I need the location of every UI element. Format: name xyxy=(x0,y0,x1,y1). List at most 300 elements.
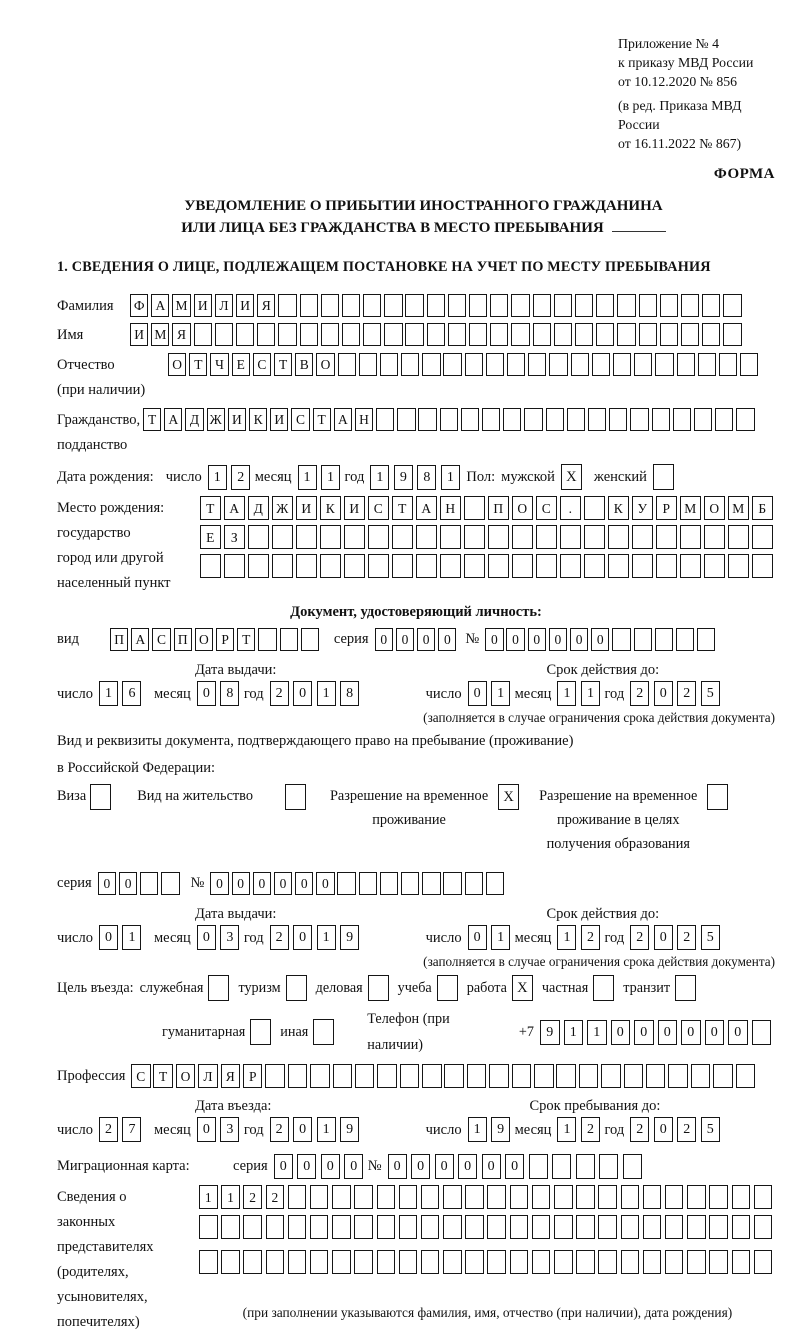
char-box[interactable]: О xyxy=(704,496,725,520)
char-box[interactable] xyxy=(694,408,712,431)
char-box[interactable]: К xyxy=(249,408,267,431)
char-box[interactable]: 0 xyxy=(728,1020,748,1045)
char-box[interactable]: К xyxy=(608,496,629,520)
char-box[interactable] xyxy=(377,1185,396,1209)
char-box[interactable]: О xyxy=(316,353,334,376)
char-box[interactable] xyxy=(621,1185,640,1209)
char-box[interactable]: С xyxy=(368,496,389,520)
char-box[interactable] xyxy=(288,1215,307,1239)
char-box[interactable]: Ф xyxy=(130,294,148,317)
char-box[interactable]: Я xyxy=(172,323,190,346)
char-box[interactable] xyxy=(443,1185,462,1209)
char-box[interactable] xyxy=(401,872,419,895)
char-box[interactable] xyxy=(524,408,542,431)
char-box[interactable]: Т xyxy=(189,353,207,376)
char-box[interactable] xyxy=(444,1064,464,1088)
char-box[interactable] xyxy=(687,1215,706,1239)
char-box[interactable] xyxy=(732,1250,751,1274)
char-box[interactable] xyxy=(687,1185,706,1209)
char-box[interactable]: 0 xyxy=(654,681,673,706)
purpose-other-checkbox[interactable] xyxy=(313,1019,334,1045)
char-box[interactable]: Т xyxy=(143,408,161,431)
char-box[interactable]: 0 xyxy=(417,628,435,651)
char-box[interactable] xyxy=(355,1064,375,1088)
char-box[interactable] xyxy=(399,1215,418,1239)
char-box[interactable] xyxy=(488,554,509,578)
char-box[interactable]: 7 xyxy=(122,1117,141,1142)
char-box[interactable]: С xyxy=(131,1064,151,1088)
char-box[interactable]: 9 xyxy=(394,465,413,490)
char-box[interactable]: Л xyxy=(215,294,233,317)
char-box[interactable]: И xyxy=(296,496,317,520)
char-box[interactable] xyxy=(440,408,458,431)
char-box[interactable] xyxy=(576,1154,595,1179)
char-box[interactable]: 9 xyxy=(340,1117,359,1142)
char-box[interactable]: 1 xyxy=(298,465,317,490)
char-box[interactable]: 0 xyxy=(438,628,456,651)
char-box[interactable] xyxy=(632,554,653,578)
char-box[interactable] xyxy=(421,1215,440,1239)
purpose-work-checkbox[interactable]: X xyxy=(512,975,533,1001)
char-box[interactable] xyxy=(258,628,276,651)
char-box[interactable] xyxy=(440,525,461,549)
char-box[interactable]: 2 xyxy=(99,1117,118,1142)
char-box[interactable] xyxy=(630,408,648,431)
char-box[interactable] xyxy=(512,1064,532,1088)
char-box[interactable] xyxy=(691,1064,711,1088)
char-box[interactable]: 0 xyxy=(528,628,546,651)
char-box[interactable]: И xyxy=(270,408,288,431)
char-box[interactable] xyxy=(380,353,398,376)
char-box[interactable] xyxy=(422,872,440,895)
char-box[interactable]: Е xyxy=(200,525,221,549)
char-box[interactable]: Я xyxy=(221,1064,241,1088)
char-box[interactable]: М xyxy=(151,323,169,346)
char-box[interactable] xyxy=(754,1250,773,1274)
char-box[interactable] xyxy=(592,353,610,376)
char-box[interactable]: 1 xyxy=(370,465,389,490)
char-box[interactable] xyxy=(405,323,423,346)
char-box[interactable]: 0 xyxy=(210,872,228,895)
char-box[interactable]: 0 xyxy=(658,1020,678,1045)
char-box[interactable] xyxy=(418,408,436,431)
char-box[interactable] xyxy=(732,1215,751,1239)
char-box[interactable] xyxy=(440,554,461,578)
char-box[interactable]: Е xyxy=(232,353,250,376)
char-box[interactable] xyxy=(528,353,546,376)
char-box[interactable] xyxy=(575,294,593,317)
char-box[interactable]: 0 xyxy=(468,681,487,706)
char-box[interactable]: 0 xyxy=(591,628,609,651)
char-box[interactable] xyxy=(342,294,360,317)
char-box[interactable] xyxy=(532,1250,551,1274)
char-box[interactable] xyxy=(596,323,614,346)
char-box[interactable] xyxy=(503,408,521,431)
char-box[interactable] xyxy=(601,1064,621,1088)
char-box[interactable] xyxy=(704,554,725,578)
char-box[interactable]: И xyxy=(194,294,212,317)
char-box[interactable]: 0 xyxy=(297,1154,316,1179)
char-box[interactable] xyxy=(719,353,737,376)
char-box[interactable] xyxy=(665,1185,684,1209)
char-box[interactable] xyxy=(243,1250,262,1274)
char-box[interactable]: С xyxy=(152,628,170,651)
char-box[interactable]: Р xyxy=(656,496,677,520)
char-box[interactable]: 0 xyxy=(705,1020,725,1045)
char-box[interactable]: Т xyxy=(313,408,331,431)
char-box[interactable] xyxy=(320,554,341,578)
char-box[interactable] xyxy=(405,294,423,317)
char-box[interactable]: О xyxy=(512,496,533,520)
char-box[interactable] xyxy=(576,1250,595,1274)
char-box[interactable] xyxy=(464,554,485,578)
char-box[interactable]: 2 xyxy=(581,1117,600,1142)
char-box[interactable] xyxy=(549,353,567,376)
char-box[interactable] xyxy=(512,525,533,549)
char-box[interactable] xyxy=(529,1154,548,1179)
char-box[interactable] xyxy=(621,1250,640,1274)
char-box[interactable] xyxy=(221,1250,240,1274)
char-box[interactable] xyxy=(702,294,720,317)
char-box[interactable]: 0 xyxy=(654,1117,673,1142)
char-box[interactable]: 2 xyxy=(677,1117,696,1142)
purpose-study-checkbox[interactable] xyxy=(437,975,458,1001)
char-box[interactable]: А xyxy=(131,628,149,651)
char-box[interactable] xyxy=(354,1215,373,1239)
char-box[interactable] xyxy=(490,294,508,317)
char-box[interactable] xyxy=(427,294,445,317)
char-box[interactable] xyxy=(333,1064,353,1088)
char-box[interactable] xyxy=(754,1215,773,1239)
char-box[interactable] xyxy=(397,408,415,431)
char-box[interactable]: С xyxy=(253,353,271,376)
char-box[interactable]: 0 xyxy=(316,872,334,895)
char-box[interactable] xyxy=(704,525,725,549)
char-box[interactable] xyxy=(507,353,525,376)
char-box[interactable] xyxy=(723,294,741,317)
char-box[interactable] xyxy=(643,1250,662,1274)
char-box[interactable] xyxy=(399,1250,418,1274)
char-box[interactable] xyxy=(467,1064,487,1088)
char-box[interactable] xyxy=(681,323,699,346)
char-box[interactable] xyxy=(266,1250,285,1274)
char-box[interactable]: 0 xyxy=(388,1154,407,1179)
char-box[interactable]: 0 xyxy=(375,628,393,651)
char-box[interactable] xyxy=(532,1185,551,1209)
char-box[interactable] xyxy=(599,1154,618,1179)
char-box[interactable] xyxy=(344,554,365,578)
char-box[interactable] xyxy=(533,294,551,317)
char-box[interactable] xyxy=(416,525,437,549)
char-box[interactable] xyxy=(554,1250,573,1274)
char-box[interactable] xyxy=(588,408,606,431)
char-box[interactable] xyxy=(579,1064,599,1088)
char-box[interactable] xyxy=(596,294,614,317)
char-box[interactable]: Я xyxy=(257,294,275,317)
char-box[interactable] xyxy=(321,323,339,346)
char-box[interactable]: 2 xyxy=(270,1117,289,1142)
char-box[interactable] xyxy=(702,323,720,346)
char-box[interactable]: 3 xyxy=(220,925,239,950)
char-box[interactable] xyxy=(332,1250,351,1274)
char-box[interactable]: О xyxy=(195,628,213,651)
char-box[interactable] xyxy=(296,525,317,549)
purpose-business-checkbox[interactable] xyxy=(368,975,389,1001)
char-box[interactable]: 0 xyxy=(274,872,292,895)
char-box[interactable]: 1 xyxy=(317,1117,336,1142)
char-box[interactable] xyxy=(560,554,581,578)
char-box[interactable] xyxy=(652,408,670,431)
char-box[interactable] xyxy=(257,323,275,346)
char-box[interactable] xyxy=(338,353,356,376)
char-box[interactable]: Т xyxy=(237,628,255,651)
char-box[interactable] xyxy=(676,628,694,651)
char-box[interactable] xyxy=(608,525,629,549)
char-box[interactable] xyxy=(723,323,741,346)
char-box[interactable] xyxy=(665,1215,684,1239)
char-box[interactable]: 0 xyxy=(654,925,673,950)
char-box[interactable]: 0 xyxy=(435,1154,454,1179)
char-box[interactable]: А xyxy=(151,294,169,317)
char-box[interactable] xyxy=(288,1185,307,1209)
char-box[interactable] xyxy=(752,1020,772,1045)
char-box[interactable]: Ч xyxy=(210,353,228,376)
char-box[interactable]: 1 xyxy=(581,681,600,706)
char-box[interactable]: 5 xyxy=(701,925,720,950)
char-box[interactable] xyxy=(376,408,394,431)
char-box[interactable] xyxy=(248,554,269,578)
char-box[interactable]: 1 xyxy=(557,681,576,706)
char-box[interactable] xyxy=(715,408,733,431)
char-box[interactable] xyxy=(613,353,631,376)
char-box[interactable]: 2 xyxy=(630,925,649,950)
char-box[interactable]: 0 xyxy=(570,628,588,651)
char-box[interactable]: 0 xyxy=(197,925,216,950)
char-box[interactable] xyxy=(342,323,360,346)
char-box[interactable] xyxy=(296,554,317,578)
char-box[interactable] xyxy=(546,408,564,431)
char-box[interactable] xyxy=(300,323,318,346)
char-box[interactable]: 0 xyxy=(506,628,524,651)
char-box[interactable] xyxy=(280,628,298,651)
char-box[interactable]: Р xyxy=(216,628,234,651)
char-box[interactable] xyxy=(512,554,533,578)
char-box[interactable] xyxy=(632,525,653,549)
char-box[interactable] xyxy=(272,554,293,578)
char-box[interactable] xyxy=(392,525,413,549)
char-box[interactable]: 1 xyxy=(317,681,336,706)
char-box[interactable] xyxy=(576,1185,595,1209)
char-box[interactable] xyxy=(598,1215,617,1239)
char-box[interactable]: 2 xyxy=(630,1117,649,1142)
char-box[interactable]: 2 xyxy=(243,1185,262,1209)
char-box[interactable] xyxy=(511,294,529,317)
char-box[interactable]: . xyxy=(560,496,581,520)
purpose-humanitarian-checkbox[interactable] xyxy=(250,1019,271,1045)
char-box[interactable]: М xyxy=(728,496,749,520)
char-box[interactable] xyxy=(639,323,657,346)
char-box[interactable] xyxy=(728,554,749,578)
char-box[interactable] xyxy=(465,1215,484,1239)
char-box[interactable] xyxy=(486,872,504,895)
char-box[interactable] xyxy=(490,323,508,346)
char-box[interactable] xyxy=(469,294,487,317)
char-box[interactable] xyxy=(194,323,212,346)
char-box[interactable]: Д xyxy=(185,408,203,431)
char-box[interactable] xyxy=(609,408,627,431)
char-box[interactable] xyxy=(215,323,233,346)
char-box[interactable] xyxy=(655,353,673,376)
char-box[interactable]: 1 xyxy=(491,681,510,706)
char-box[interactable] xyxy=(464,525,485,549)
char-box[interactable]: 8 xyxy=(340,681,359,706)
char-box[interactable] xyxy=(736,408,754,431)
char-box[interactable] xyxy=(300,294,318,317)
char-box[interactable] xyxy=(266,1215,285,1239)
char-box[interactable] xyxy=(465,872,483,895)
char-box[interactable] xyxy=(161,872,179,895)
char-box[interactable] xyxy=(221,1215,240,1239)
char-box[interactable]: 1 xyxy=(321,465,340,490)
char-box[interactable] xyxy=(624,1064,644,1088)
char-box[interactable]: Л xyxy=(198,1064,218,1088)
char-box[interactable]: 0 xyxy=(634,1020,654,1045)
char-box[interactable] xyxy=(399,1185,418,1209)
char-box[interactable] xyxy=(236,323,254,346)
char-box[interactable] xyxy=(487,1215,506,1239)
char-box[interactable] xyxy=(427,323,445,346)
char-box[interactable]: К xyxy=(320,496,341,520)
char-box[interactable] xyxy=(363,294,381,317)
char-box[interactable] xyxy=(368,554,389,578)
char-box[interactable]: 2 xyxy=(677,681,696,706)
char-box[interactable] xyxy=(278,294,296,317)
char-box[interactable]: 0 xyxy=(197,1117,216,1142)
char-box[interactable]: 0 xyxy=(505,1154,524,1179)
char-box[interactable] xyxy=(634,353,652,376)
char-box[interactable] xyxy=(377,1064,397,1088)
char-box[interactable] xyxy=(443,872,461,895)
char-box[interactable]: 0 xyxy=(344,1154,363,1179)
char-box[interactable] xyxy=(465,353,483,376)
char-box[interactable]: А xyxy=(224,496,245,520)
char-box[interactable] xyxy=(224,554,245,578)
char-box[interactable]: А xyxy=(164,408,182,431)
char-box[interactable]: 2 xyxy=(630,681,649,706)
char-box[interactable]: И xyxy=(228,408,246,431)
char-box[interactable] xyxy=(608,554,629,578)
char-box[interactable] xyxy=(536,554,557,578)
char-box[interactable] xyxy=(400,1064,420,1088)
temp-residence-checkbox[interactable]: X xyxy=(498,784,519,810)
char-box[interactable] xyxy=(448,294,466,317)
char-box[interactable]: 5 xyxy=(701,681,720,706)
char-box[interactable]: 0 xyxy=(293,1117,312,1142)
char-box[interactable] xyxy=(660,323,678,346)
char-box[interactable]: 0 xyxy=(253,872,271,895)
char-box[interactable]: Н xyxy=(440,496,461,520)
visa-checkbox[interactable] xyxy=(90,784,111,810)
char-box[interactable] xyxy=(680,554,701,578)
char-box[interactable] xyxy=(301,628,319,651)
char-box[interactable] xyxy=(576,1215,595,1239)
char-box[interactable]: 6 xyxy=(122,681,141,706)
char-box[interactable]: 0 xyxy=(293,681,312,706)
char-box[interactable] xyxy=(278,323,296,346)
char-box[interactable] xyxy=(359,872,377,895)
char-box[interactable]: 0 xyxy=(119,872,137,895)
char-box[interactable]: 8 xyxy=(417,465,436,490)
char-box[interactable]: 0 xyxy=(293,925,312,950)
char-box[interactable]: Ж xyxy=(207,408,225,431)
char-box[interactable]: 9 xyxy=(540,1020,560,1045)
char-box[interactable] xyxy=(673,408,691,431)
char-box[interactable] xyxy=(665,1250,684,1274)
char-box[interactable] xyxy=(359,353,377,376)
char-box[interactable] xyxy=(332,1215,351,1239)
char-box[interactable] xyxy=(598,1185,617,1209)
char-box[interactable] xyxy=(598,1250,617,1274)
char-box[interactable]: С xyxy=(536,496,557,520)
char-box[interactable] xyxy=(401,353,419,376)
char-box[interactable] xyxy=(656,525,677,549)
purpose-transit-checkbox[interactable] xyxy=(675,975,696,1001)
char-box[interactable] xyxy=(510,1215,529,1239)
char-box[interactable]: 0 xyxy=(295,872,313,895)
char-box[interactable] xyxy=(272,525,293,549)
purpose-private-checkbox[interactable] xyxy=(593,975,614,1001)
char-box[interactable] xyxy=(713,1064,733,1088)
char-box[interactable] xyxy=(646,1064,666,1088)
char-box[interactable] xyxy=(310,1215,329,1239)
char-box[interactable] xyxy=(487,1250,506,1274)
char-box[interactable]: 2 xyxy=(581,925,600,950)
char-box[interactable] xyxy=(643,1215,662,1239)
char-box[interactable]: М xyxy=(680,496,701,520)
char-box[interactable]: О xyxy=(168,353,186,376)
temp-residence-education-checkbox[interactable] xyxy=(707,784,728,810)
char-box[interactable] xyxy=(380,872,398,895)
char-box[interactable] xyxy=(752,525,773,549)
char-box[interactable] xyxy=(621,1215,640,1239)
char-box[interactable] xyxy=(728,525,749,549)
char-box[interactable]: Р xyxy=(243,1064,263,1088)
char-box[interactable] xyxy=(533,323,551,346)
char-box[interactable]: 0 xyxy=(411,1154,430,1179)
char-box[interactable]: Т xyxy=(392,496,413,520)
char-box[interactable]: 1 xyxy=(122,925,141,950)
char-box[interactable]: А xyxy=(416,496,437,520)
char-box[interactable] xyxy=(422,1064,442,1088)
char-box[interactable] xyxy=(612,628,630,651)
char-box[interactable]: 0 xyxy=(99,925,118,950)
char-box[interactable] xyxy=(668,1064,688,1088)
char-box[interactable]: З xyxy=(224,525,245,549)
char-box[interactable] xyxy=(416,554,437,578)
char-box[interactable] xyxy=(554,323,572,346)
char-box[interactable]: Д xyxy=(248,496,269,520)
char-box[interactable]: 2 xyxy=(270,681,289,706)
char-box[interactable]: Ж xyxy=(272,496,293,520)
sex-male-checkbox[interactable]: X xyxy=(561,464,582,490)
char-box[interactable] xyxy=(656,554,677,578)
char-box[interactable] xyxy=(489,1064,509,1088)
char-box[interactable] xyxy=(617,294,635,317)
char-box[interactable] xyxy=(511,323,529,346)
char-box[interactable] xyxy=(461,408,479,431)
char-box[interactable] xyxy=(421,1185,440,1209)
char-box[interactable]: 0 xyxy=(197,681,216,706)
